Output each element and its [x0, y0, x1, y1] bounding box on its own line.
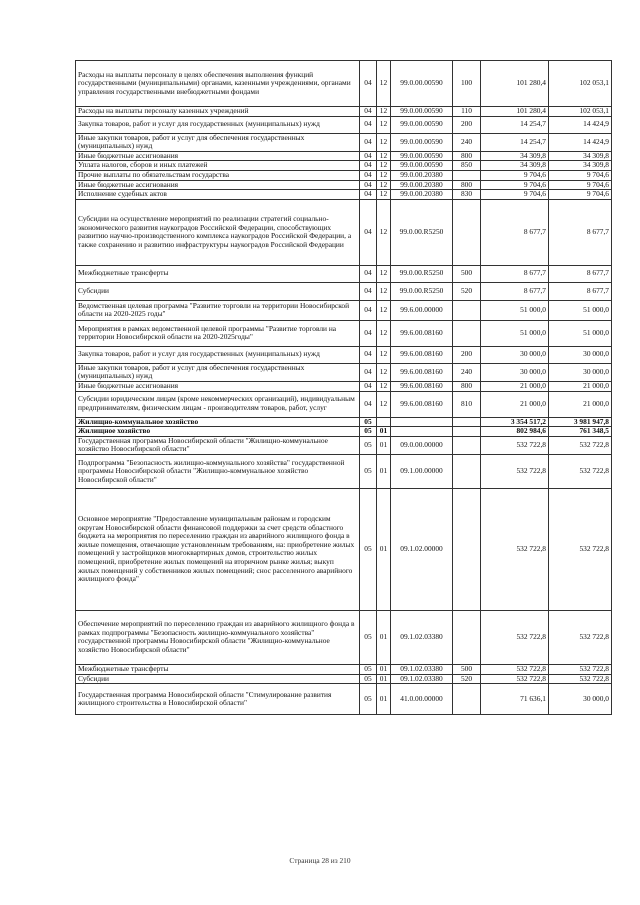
cell-target-article — [391, 427, 453, 437]
table-row — [76, 107, 612, 117]
cell-sum-1: 3 354 517,2 — [481, 417, 549, 427]
cell-target-article: 09.1.02.03380 — [391, 664, 453, 674]
table-row — [76, 684, 612, 715]
cell-sum-1: 532 722,8 — [481, 674, 549, 684]
cell-name: Иные бюджетные ассигнования — [76, 180, 360, 190]
cell-expense-type — [453, 170, 481, 180]
cell-subsection: 12 — [377, 265, 391, 282]
cell-section: 05 — [360, 454, 377, 488]
cell-sum-2: 21 000,0 — [549, 381, 612, 391]
cell-sum-1: 101 280,4 — [481, 61, 549, 107]
cell-sum-2: 30 000,0 — [549, 363, 612, 381]
cell-expense-type — [453, 199, 481, 265]
page-number: Страница 28 из 210 — [289, 856, 351, 865]
cell-sum-1: 51 000,0 — [481, 300, 549, 320]
table-row — [76, 674, 612, 684]
cell-section: 04 — [360, 107, 377, 117]
cell-subsection: 01 — [377, 436, 391, 454]
cell-name: Мероприятия в рамках ведомственной целевой программы "Развитие торговли на территории Новосибирской области на 2020-2025годы" — [76, 320, 360, 346]
cell-sum-2: 14 424,9 — [549, 133, 612, 151]
table-row — [76, 346, 612, 363]
cell-sum-2: 34 309,8 — [549, 161, 612, 171]
table-row — [76, 363, 612, 381]
cell-target-article: 09.1.02.03380 — [391, 674, 453, 684]
cell-sum-2: 532 722,8 — [549, 488, 612, 610]
cell-sum-2: 532 722,8 — [549, 436, 612, 454]
cell-subsection: 01 — [377, 664, 391, 674]
cell-section: 05 — [360, 684, 377, 715]
cell-section: 05 — [360, 436, 377, 454]
cell-name: Иные бюджетные ассигнования — [76, 381, 360, 391]
table-row — [76, 300, 612, 320]
cell-target-article: 99.0.00.20380 — [391, 170, 453, 180]
cell-subsection: 12 — [377, 190, 391, 200]
cell-target-article: 99.0.00.R5250 — [391, 265, 453, 282]
table-row — [76, 417, 612, 427]
cell-sum-1: 101 280,4 — [481, 107, 549, 117]
cell-expense-type: 200 — [453, 346, 481, 363]
cell-section: 05 — [360, 610, 377, 664]
cell-sum-1: 9 704,6 — [481, 190, 549, 200]
cell-sum-2: 8 677,7 — [549, 282, 612, 300]
cell-sum-2: 532 722,8 — [549, 664, 612, 674]
cell-section: 04 — [360, 381, 377, 391]
cell-section: 05 — [360, 674, 377, 684]
cell-subsection — [377, 417, 391, 427]
cell-sum-2: 51 000,0 — [549, 320, 612, 346]
cell-expense-type: 200 — [453, 116, 481, 133]
cell-target-article: 09.1.00.00000 — [391, 454, 453, 488]
cell-section: 04 — [360, 320, 377, 346]
cell-target-article: 41.0.00.00000 — [391, 684, 453, 715]
table-row — [76, 427, 612, 437]
cell-expense-type: 240 — [453, 363, 481, 381]
cell-expense-type: 810 — [453, 391, 481, 417]
cell-sum-2: 30 000,0 — [549, 346, 612, 363]
table-row — [76, 610, 612, 664]
table-row — [76, 133, 612, 151]
cell-target-article: 99.0.00.00590 — [391, 116, 453, 133]
cell-expense-type — [453, 454, 481, 488]
cell-section: 04 — [360, 61, 377, 107]
cell-expense-type: 240 — [453, 133, 481, 151]
cell-name: Ведомственная целевая программа "Развитие торговли на территории Новосибирской области на 2020-2025 годы" — [76, 300, 360, 320]
table-row — [76, 282, 612, 300]
cell-expense-type: 110 — [453, 107, 481, 117]
cell-subsection: 12 — [377, 170, 391, 180]
cell-name: Расходы на выплаты персоналу в целях обеспечения выполнения функций государственными (муниципальными) органами, казенными учреждениями, органами управления государственными внебюджетными фондами — [76, 61, 360, 107]
cell-expense-type: 830 — [453, 190, 481, 200]
cell-sum-1: 532 722,8 — [481, 436, 549, 454]
cell-section: 04 — [360, 265, 377, 282]
cell-target-article: 99.0.00.00590 — [391, 107, 453, 117]
cell-sum-1: 21 000,0 — [481, 391, 549, 417]
cell-sum-2: 532 722,8 — [549, 674, 612, 684]
cell-subsection: 12 — [377, 381, 391, 391]
cell-sum-2: 532 722,8 — [549, 610, 612, 664]
cell-name: Государственная программа Новосибирской области "Жилищно-коммунальное хозяйство Новосибирской области" — [76, 436, 360, 454]
cell-expense-type: 800 — [453, 151, 481, 161]
table-row — [76, 391, 612, 417]
cell-section: 04 — [360, 363, 377, 381]
cell-name: Иные закупки товаров, работ и услуг для обеспечения государственных (муниципальных) нужд — [76, 363, 360, 381]
table-row — [76, 116, 612, 133]
cell-section: 04 — [360, 199, 377, 265]
table-row — [76, 265, 612, 282]
cell-sum-1: 9 704,6 — [481, 170, 549, 180]
table-row — [76, 180, 612, 190]
cell-subsection: 01 — [377, 674, 391, 684]
cell-subsection: 12 — [377, 107, 391, 117]
cell-sum-1: 34 309,8 — [481, 161, 549, 171]
cell-expense-type — [453, 436, 481, 454]
cell-section: 04 — [360, 133, 377, 151]
cell-sum-1: 34 309,8 — [481, 151, 549, 161]
cell-name: Обеспечение мероприятий по переселению граждан из аварийного жилищного фонда в рамках подпрограммы "Безопасность жилищно-коммунального хозяйства" государственной программы Новосибирской области "Жилищно-коммунальное хозяйство Новосибирской области" — [76, 610, 360, 664]
cell-sum-2: 8 677,7 — [549, 199, 612, 265]
cell-name: Иные закупки товаров, работ и услуг для обеспечения государственных (муниципальных) нужд — [76, 133, 360, 151]
cell-subsection: 12 — [377, 161, 391, 171]
cell-target-article: 99.0.00.20380 — [391, 190, 453, 200]
cell-section: 05 — [360, 427, 377, 437]
cell-section: 05 — [360, 488, 377, 610]
cell-subsection: 01 — [377, 427, 391, 437]
budget-table-container — [75, 60, 611, 715]
cell-section: 05 — [360, 664, 377, 674]
cell-sum-1: 532 722,8 — [481, 610, 549, 664]
cell-section: 04 — [360, 116, 377, 133]
cell-subsection: 12 — [377, 320, 391, 346]
cell-target-article: 09.1.02.03380 — [391, 610, 453, 664]
table-row — [76, 190, 612, 200]
cell-target-article: 99.6.00.08160 — [391, 381, 453, 391]
table-row — [76, 61, 612, 107]
table-row — [76, 488, 612, 610]
cell-sum-1: 14 254,7 — [481, 116, 549, 133]
cell-target-article: 99.0.00.00590 — [391, 161, 453, 171]
cell-subsection: 01 — [377, 610, 391, 664]
table-row — [76, 199, 612, 265]
cell-sum-1: 9 704,6 — [481, 180, 549, 190]
cell-name: Субсидии — [76, 282, 360, 300]
cell-sum-1: 8 677,7 — [481, 265, 549, 282]
cell-name: Субсидии — [76, 674, 360, 684]
cell-name: Межбюджетные трансферты — [76, 664, 360, 674]
cell-name: Закупка товаров, работ и услуг для государственных (муниципальных) нужд — [76, 346, 360, 363]
cell-sum-1: 532 722,8 — [481, 454, 549, 488]
cell-name: Жилищное хозяйство — [76, 427, 360, 437]
cell-subsection: 01 — [377, 488, 391, 610]
cell-section: 04 — [360, 282, 377, 300]
cell-expense-type: 500 — [453, 265, 481, 282]
cell-expense-type — [453, 417, 481, 427]
cell-name: Субсидии юридическим лицам (кроме некоммерческих организаций), индивидуальным предпринимателям, физическим лицам - производителям товаров, работ, услуг — [76, 391, 360, 417]
cell-sum-1: 8 677,7 — [481, 282, 549, 300]
cell-sum-2: 14 424,9 — [549, 116, 612, 133]
budget-table-body — [76, 61, 612, 715]
cell-target-article: 99.6.00.08160 — [391, 363, 453, 381]
cell-expense-type: 500 — [453, 664, 481, 674]
cell-name: Подпрограмма "Безопасность жилищно-коммунального хозяйства" государственной программы Новосибирской области "Жилищно-коммунальное хозяйство Новосибирской области" — [76, 454, 360, 488]
cell-sum-2: 761 348,5 — [549, 427, 612, 437]
cell-section: 05 — [360, 417, 377, 427]
cell-expense-type: 520 — [453, 674, 481, 684]
cell-sum-2: 30 000,0 — [549, 684, 612, 715]
cell-expense-type: 850 — [453, 161, 481, 171]
cell-sum-2: 51 000,0 — [549, 300, 612, 320]
cell-expense-type: 800 — [453, 381, 481, 391]
cell-name: Прочие выплаты по обязательствам государства — [76, 170, 360, 180]
cell-expense-type: 100 — [453, 61, 481, 107]
cell-name: Межбюджетные трансферты — [76, 265, 360, 282]
cell-section: 04 — [360, 300, 377, 320]
cell-target-article — [391, 417, 453, 427]
cell-subsection: 12 — [377, 300, 391, 320]
cell-target-article: 99.6.00.08160 — [391, 320, 453, 346]
cell-sum-1: 802 984,6 — [481, 427, 549, 437]
cell-subsection: 12 — [377, 180, 391, 190]
cell-section: 04 — [360, 151, 377, 161]
cell-sum-2: 9 704,6 — [549, 170, 612, 180]
cell-sum-2: 532 722,8 — [549, 454, 612, 488]
cell-name: Жилищно-коммунальное хозяйство — [76, 417, 360, 427]
cell-target-article: 99.0.00.00590 — [391, 151, 453, 161]
cell-expense-type — [453, 610, 481, 664]
cell-name: Закупка товаров, работ и услуг для государственных (муниципальных) нужд — [76, 116, 360, 133]
cell-name: Расходы на выплаты персоналу казенных учреждений — [76, 107, 360, 117]
budget-table — [75, 60, 612, 715]
cell-name: Исполнение судебных актов — [76, 190, 360, 200]
table-row — [76, 161, 612, 171]
cell-subsection: 12 — [377, 346, 391, 363]
cell-sum-2: 102 053,1 — [549, 107, 612, 117]
table-row — [76, 664, 612, 674]
cell-sum-2: 102 053,1 — [549, 61, 612, 107]
cell-sum-1: 30 000,0 — [481, 363, 549, 381]
cell-expense-type — [453, 300, 481, 320]
table-row — [76, 170, 612, 180]
table-row — [76, 436, 612, 454]
cell-sum-1: 21 000,0 — [481, 381, 549, 391]
cell-sum-2: 3 981 947,8 — [549, 417, 612, 427]
cell-section: 04 — [360, 346, 377, 363]
cell-subsection: 12 — [377, 116, 391, 133]
cell-sum-2: 8 677,7 — [549, 265, 612, 282]
cell-target-article: 09.0.00.00000 — [391, 436, 453, 454]
cell-sum-1: 532 722,8 — [481, 664, 549, 674]
cell-sum-2: 9 704,6 — [549, 190, 612, 200]
cell-sum-1: 30 000,0 — [481, 346, 549, 363]
cell-name: Уплата налогов, сборов и иных платежей — [76, 161, 360, 171]
cell-sum-2: 21 000,0 — [549, 391, 612, 417]
table-row — [76, 320, 612, 346]
cell-target-article: 99.0.00.R5250 — [391, 282, 453, 300]
cell-sum-2: 34 309,8 — [549, 151, 612, 161]
cell-target-article: 09.1.02.00000 — [391, 488, 453, 610]
cell-sum-1: 8 677,7 — [481, 199, 549, 265]
cell-target-article: 99.6.00.08160 — [391, 391, 453, 417]
cell-target-article: 99.0.00.00590 — [391, 133, 453, 151]
cell-section: 04 — [360, 170, 377, 180]
cell-subsection: 01 — [377, 454, 391, 488]
cell-sum-1: 14 254,7 — [481, 133, 549, 151]
cell-sum-1: 51 000,0 — [481, 320, 549, 346]
cell-expense-type: 800 — [453, 180, 481, 190]
cell-name: Государственная программа Новосибирской области "Стимулирование развития жилищного строительства в Новосибирской области" — [76, 684, 360, 715]
cell-subsection: 12 — [377, 391, 391, 417]
cell-subsection: 12 — [377, 151, 391, 161]
cell-expense-type — [453, 684, 481, 715]
table-row — [76, 381, 612, 391]
table-row — [76, 151, 612, 161]
cell-target-article: 99.0.00.20380 — [391, 180, 453, 190]
cell-expense-type — [453, 320, 481, 346]
cell-section: 04 — [360, 391, 377, 417]
cell-section: 04 — [360, 180, 377, 190]
cell-subsection: 12 — [377, 363, 391, 381]
cell-target-article: 99.6.00.00000 — [391, 300, 453, 320]
cell-section: 04 — [360, 161, 377, 171]
cell-expense-type: 520 — [453, 282, 481, 300]
table-row — [76, 454, 612, 488]
cell-subsection: 12 — [377, 133, 391, 151]
cell-target-article: 99.0.00.R5250 — [391, 199, 453, 265]
cell-target-article: 99.0.00.00590 — [391, 61, 453, 107]
cell-sum-1: 532 722,8 — [481, 488, 549, 610]
cell-subsection: 12 — [377, 199, 391, 265]
cell-section: 04 — [360, 190, 377, 200]
cell-expense-type — [453, 488, 481, 610]
cell-subsection: 12 — [377, 282, 391, 300]
cell-name: Иные бюджетные ассигнования — [76, 151, 360, 161]
cell-subsection: 01 — [377, 684, 391, 715]
cell-target-article: 99.6.00.08160 — [391, 346, 453, 363]
cell-expense-type — [453, 427, 481, 437]
cell-sum-2: 9 704,6 — [549, 180, 612, 190]
cell-name: Основное мероприятие "Предоставление муниципальным районам и городским округам Новосибирской области финансовой поддержки за счет средств областного бюджета на мероприятия по переселению граждан из аварийного жилищного фонда в жилые помещения, отвечающие установленным требованиям, на: приобретение жилых помещений у застройщиков многоквартирных домов, строительство жилых помещений, приобретение жилых помещений на вторичном рынке жилья; выкуп жилых помещений у собственников жилых помещений; снос расселенного аварийного жилищного фонда" — [76, 488, 360, 610]
cell-sum-1: 71 636,1 — [481, 684, 549, 715]
cell-subsection: 12 — [377, 61, 391, 107]
cell-name: Субсидии на осуществление мероприятий по реализации стратегий социально-экономического развития наукоградов Российской Федерации, способствующих развитию научно-производственного комплекса наукоградов Российской Федерации, а также сохранению и развитию инфраструктуры наукоградов Российской Федерации — [76, 199, 360, 265]
